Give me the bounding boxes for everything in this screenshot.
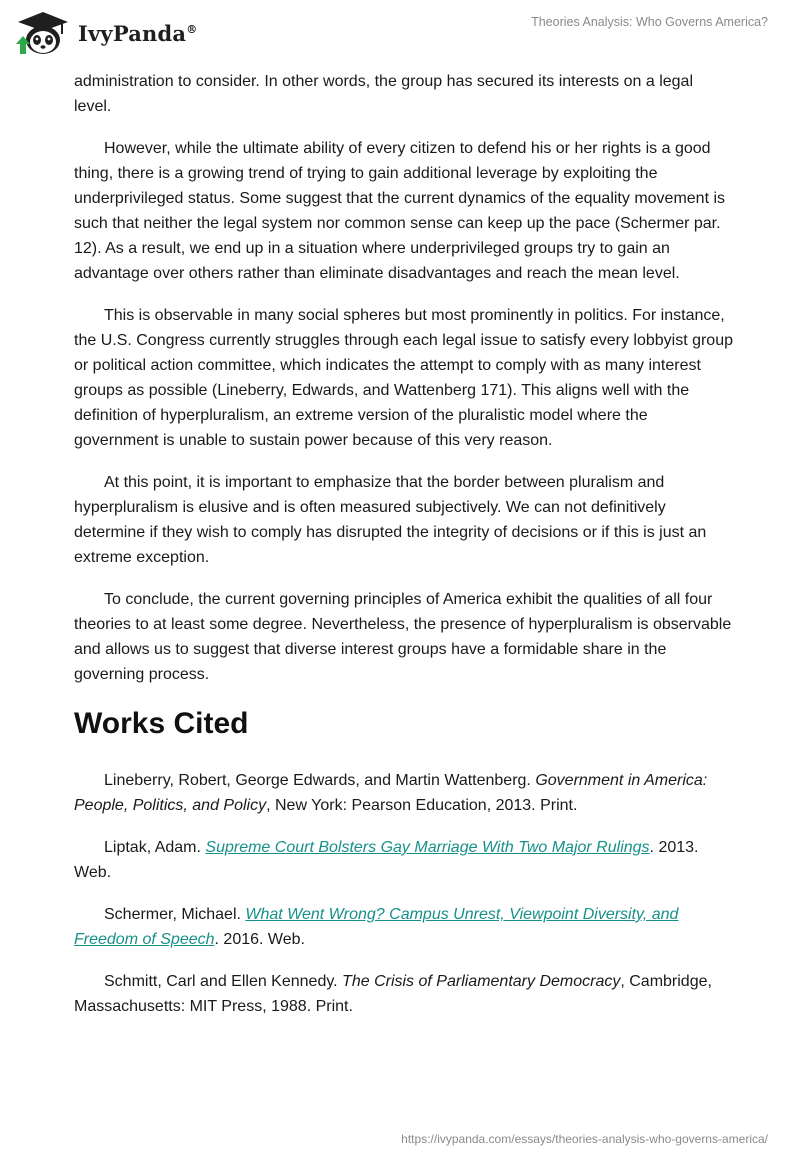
page-header	[0, 0, 800, 70]
footer-url[interactable]: https://ivypanda.com/essays/theories-analysis-who-governs-america/	[401, 1132, 768, 1146]
citation-author: Schermer, Michael.	[104, 906, 246, 923]
paragraph: administration to consider. In other words, the group has secured its interests on a legal level.	[74, 73, 694, 115]
citation-link[interactable]: What Went Wrong? Campus Unrest, Viewpoint Diversity, and Freedom of Speech	[74, 906, 679, 948]
citation-entry	[74, 835, 734, 885]
works-cited-heading: Works Cited	[74, 707, 249, 740]
citation-title: Government in America: People, Politics, and Policy	[74, 772, 708, 814]
citation-details: , New York: Pearson Education, 2013. Print.	[266, 797, 578, 814]
paragraph: However, while the ultimate ability of every citizen to defend his or her rights is a good thing, there is a growing trend of trying to gain additional leverage by exploiting the underprivileged status. Some suggest that the current dynamics of the equality movement is such that neither the legal system nor common sense can keep up the pace (Schermer par. 12). As a result, we end up in a situation where underprivileged groups try to gain an advantage over others rather than eliminate disadvantages and reach the mean level.	[74, 140, 726, 282]
citation-entry	[74, 969, 734, 1019]
ivypanda-logo[interactable]	[14, 10, 197, 56]
citation-author: Schmitt, Carl and Ellen Kennedy.	[104, 973, 343, 990]
citation-title: The Crisis of Parliamentary Democracy	[342, 973, 621, 990]
citation-link[interactable]: Supreme Court Bolsters Gay Marriage With Two Major Rulings	[205, 839, 650, 856]
citation-entry	[74, 902, 734, 952]
logo-text: IvyPanda®	[78, 20, 198, 46]
citation-author: Lineberry, Robert, George Edwards, and Martin Wattenberg.	[104, 772, 536, 789]
paragraph: At this point, it is important to emphasize that the border between pluralism and hyperpluralism is elusive and is often measured subjectively. We can not definitively determine if they wish to comply has disrupted the integrity of decisions or if this is just an extreme exception.	[74, 474, 707, 566]
paragraph: To conclude, the current governing principles of America exhibit the qualities of all four theories to at least some degree. Nevertheless, the presence of hyperpluralism is observable and allows us to suggest that diverse interest groups have a formidable share in the governing process.	[74, 591, 732, 683]
panda-graduate-icon	[14, 10, 72, 56]
running-title: Theories Analysis: Who Governs America?	[531, 15, 768, 29]
essay-content	[74, 69, 734, 1036]
paragraph: This is observable in many social spheres but most prominently in politics. For instance, the U.S. Congress currently struggles through each legal issue to satisfy every lobbyist group or political action committee, which indicates the attempt to comply with as many interest groups as possible (Lineberry, Edwards, and Wattenberg 171). This aligns well with the definition of hyperpluralism, an extreme version of the pluralistic model where the government is unable to sustain power because of this very reason.	[74, 307, 733, 449]
citation-entry	[74, 768, 734, 818]
citation-details: . 2013. Web.	[74, 839, 699, 881]
citation-details: . 2016. Web.	[214, 931, 305, 948]
citation-details: , Cambridge, Massachusetts: MIT Press, 1988. Print.	[74, 973, 712, 1015]
citation-author: Liptak, Adam.	[104, 839, 206, 856]
